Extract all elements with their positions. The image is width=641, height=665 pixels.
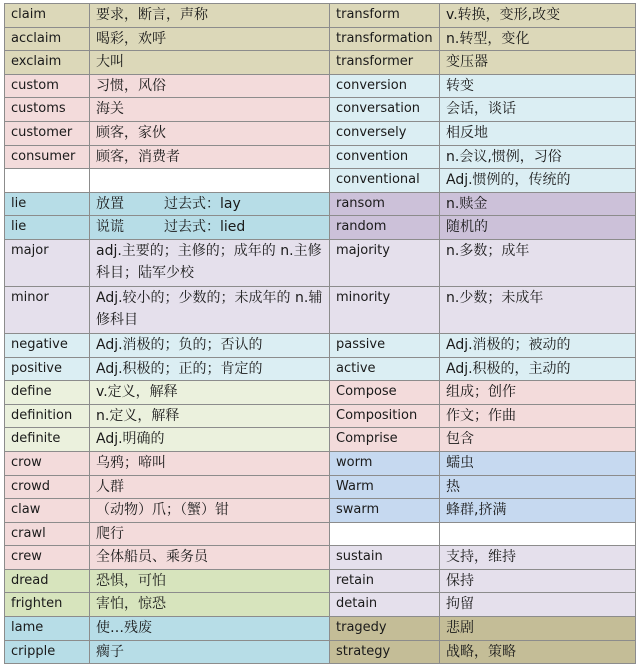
- right-word-cell-text: active: [336, 360, 376, 376]
- left-meaning-cell: [90, 451, 330, 475]
- left-meaning-cell-text: 要求，断言，声称: [96, 7, 208, 23]
- right-word-cell-text: conventional: [336, 172, 420, 188]
- left-meaning-cell: [90, 617, 330, 641]
- right-meaning-cell-text: 相反地: [446, 124, 488, 141]
- table-row: [5, 522, 636, 546]
- right-word-cell: [330, 640, 440, 664]
- right-meaning-cell-text: 热: [446, 478, 460, 495]
- right-meaning-cell-text: Adj.消极的；被动的: [446, 336, 571, 353]
- left-word-cell-text: minor: [11, 289, 49, 305]
- past-tense-text: 过去式：lay: [164, 195, 241, 212]
- right-meaning-cell-text: 拘留: [446, 596, 474, 613]
- right-word-cell-text: minority: [336, 289, 391, 305]
- left-word-cell-text: major: [11, 242, 49, 258]
- left-meaning-cell: [90, 145, 330, 169]
- right-meaning-cell: [440, 4, 636, 28]
- right-word-cell: [330, 499, 440, 523]
- right-word-cell-text: conversion: [336, 77, 407, 93]
- left-word-cell-text: custom: [11, 77, 59, 93]
- right-meaning-cell-text: n.赎金: [446, 195, 488, 212]
- right-meaning-cell: [440, 192, 636, 216]
- right-meaning-cell: [440, 121, 636, 145]
- right-word-cell: [330, 593, 440, 617]
- left-word-cell: [5, 617, 90, 641]
- right-meaning-cell: [440, 617, 636, 641]
- left-meaning-cell-text: 使…残废: [96, 620, 152, 637]
- left-meaning-cell-text: 乌鸦；啼叫: [96, 454, 166, 471]
- table-row: [5, 74, 636, 98]
- left-word-cell: [5, 640, 90, 664]
- left-word-cell: [5, 145, 90, 169]
- right-meaning-cell-text: Adj.惯例的，传统的: [446, 172, 571, 189]
- left-meaning-cell: [90, 640, 330, 664]
- left-word-cell-text: crowd: [11, 478, 51, 494]
- left-word-cell-text: claw: [11, 502, 41, 518]
- right-meaning-cell: [440, 404, 636, 428]
- table-row: [5, 51, 636, 75]
- left-meaning-cell: [90, 593, 330, 617]
- table-row: [5, 169, 636, 193]
- right-meaning-cell-text: 随机的: [446, 219, 488, 236]
- left-word-cell-text: acclaim: [11, 30, 62, 46]
- left-meaning-cell: [90, 569, 330, 593]
- left-meaning-cell: [90, 522, 330, 546]
- left-word-cell: [5, 404, 90, 428]
- right-meaning-cell-text: 保持: [446, 572, 474, 589]
- left-meaning-cell: [90, 286, 330, 333]
- left-word-cell-text: definite: [11, 431, 61, 447]
- right-meaning-cell-text: 蠕虫: [446, 454, 474, 471]
- right-word-cell: [330, 192, 440, 216]
- left-meaning-cell-text: Adj.较小的；少数的；未成年的 n.辅修科目: [96, 289, 323, 328]
- right-meaning-cell-text: v.转换，变形,改变: [446, 7, 561, 23]
- left-word-cell: [5, 216, 90, 240]
- right-word-cell-text: Comprise: [336, 431, 398, 447]
- right-word-cell: [330, 522, 440, 546]
- right-word-cell: [330, 121, 440, 145]
- table-row: [5, 546, 636, 570]
- right-meaning-cell: [440, 428, 636, 452]
- right-meaning-cell-text: 支持，维持: [446, 549, 516, 566]
- right-meaning-cell: [440, 522, 636, 546]
- left-word-cell: [5, 522, 90, 546]
- right-meaning-cell: [440, 499, 636, 523]
- left-meaning-cell: [90, 192, 330, 216]
- right-meaning-cell: [440, 569, 636, 593]
- left-meaning-cell-text: v.定义，解释: [96, 384, 178, 401]
- left-word-cell: [5, 51, 90, 75]
- right-word-cell: [330, 4, 440, 28]
- right-meaning-cell: [440, 475, 636, 499]
- right-meaning-cell: [440, 27, 636, 51]
- right-word-cell-text: worm: [336, 454, 373, 470]
- table-row: [5, 121, 636, 145]
- right-word-cell: [330, 451, 440, 475]
- right-meaning-cell-text: n.转型，变化: [446, 30, 530, 47]
- vocabulary-table-body: [5, 4, 636, 664]
- right-word-cell-text: retain: [336, 572, 374, 588]
- right-word-cell: [330, 428, 440, 452]
- left-meaning-cell-text: 人群: [96, 478, 124, 495]
- right-word-cell-text: majority: [336, 242, 390, 258]
- right-word-cell: [330, 239, 440, 286]
- left-word-cell: [5, 74, 90, 98]
- left-word-cell-text: crawl: [11, 525, 46, 541]
- table-row: [5, 286, 636, 333]
- left-word-cell: [5, 4, 90, 28]
- left-word-cell-text: negative: [11, 336, 68, 352]
- left-meaning-cell: [90, 98, 330, 122]
- left-word-cell-text: customer: [11, 124, 73, 140]
- left-word-cell-text: claim: [11, 7, 47, 22]
- left-meaning-cell: [90, 216, 330, 240]
- left-word-cell: [5, 428, 90, 452]
- right-word-cell: [330, 381, 440, 405]
- right-word-cell: [330, 51, 440, 75]
- right-word-cell-text: swarm: [336, 502, 380, 518]
- left-word-cell: [5, 499, 90, 523]
- vocabulary-table: [4, 3, 636, 664]
- table-row: [5, 4, 636, 28]
- right-word-cell: [330, 333, 440, 357]
- table-row: [5, 593, 636, 617]
- table-row: [5, 499, 636, 523]
- table-row: [5, 617, 636, 641]
- left-meaning-cell-text: 顾客，消费者: [96, 148, 180, 165]
- table-row: [5, 333, 636, 357]
- left-word-cell: [5, 546, 90, 570]
- right-meaning-cell: [440, 381, 636, 405]
- left-meaning-cell: [90, 121, 330, 145]
- right-word-cell-text: detain: [336, 596, 378, 612]
- right-meaning-cell-text: Adj.积极的，主动的: [446, 360, 571, 377]
- left-meaning-cell: [90, 27, 330, 51]
- left-word-cell-text: lie: [11, 219, 27, 235]
- left-meaning-cell-text: 瘸子: [96, 643, 124, 660]
- table-row: [5, 357, 636, 381]
- left-meaning-cell: [90, 475, 330, 499]
- right-meaning-cell-text: n.少数；未成年: [446, 289, 544, 306]
- left-word-cell-text: define: [11, 384, 52, 400]
- left-meaning-cell: [90, 381, 330, 405]
- left-word-cell: [5, 169, 90, 193]
- left-meaning-cell: [90, 357, 330, 381]
- right-word-cell-text: strategy: [336, 643, 391, 659]
- right-word-cell-text: random: [336, 219, 387, 235]
- right-meaning-cell: [440, 74, 636, 98]
- left-meaning-cell-text: Adj.明确的: [96, 431, 165, 448]
- left-word-cell: [5, 381, 90, 405]
- left-meaning-cell-text: 爬行: [96, 525, 124, 542]
- right-meaning-cell-text: 包含: [446, 431, 474, 448]
- right-meaning-cell-text: 悲剧: [446, 620, 474, 637]
- table-row: [5, 475, 636, 499]
- left-word-cell-text: exclaim: [11, 54, 62, 70]
- right-word-cell: [330, 169, 440, 193]
- left-meaning-cell-text: 全体船员、乘务员: [96, 549, 208, 566]
- right-word-cell: [330, 546, 440, 570]
- left-meaning-cell-text: Adj.积极的；正的；肯定的: [96, 360, 263, 377]
- right-word-cell-text: Composition: [336, 407, 418, 423]
- right-meaning-cell: [440, 451, 636, 475]
- right-word-cell-text: transformer: [336, 54, 414, 70]
- left-word-cell-text: crow: [11, 454, 42, 470]
- left-meaning-cell-text: 大叫: [96, 54, 124, 71]
- left-word-cell: [5, 475, 90, 499]
- left-meaning-cell-text: Adj.消极的；负的；否认的: [96, 336, 263, 353]
- left-word-cell: [5, 192, 90, 216]
- table-row: [5, 239, 636, 286]
- right-word-cell-text: transformation: [336, 30, 433, 46]
- left-meaning-cell-text: 喝彩，欢呼: [96, 30, 166, 47]
- left-meaning-cell-text: adj.主要的；主修的；成年的 n.主修科目；陆军少校: [96, 242, 322, 281]
- table-row: [5, 569, 636, 593]
- left-meaning-cell: [90, 74, 330, 98]
- right-word-cell: [330, 404, 440, 428]
- right-meaning-cell: [440, 216, 636, 240]
- left-word-cell: [5, 286, 90, 333]
- right-word-cell-text: transform: [336, 7, 400, 22]
- left-word-cell: [5, 333, 90, 357]
- left-meaning-cell-text: n.定义，解释: [96, 407, 180, 424]
- right-meaning-cell-text: 组成；创作: [446, 384, 516, 401]
- left-word-cell-text: dread: [11, 572, 49, 588]
- right-word-cell-text: convention: [336, 148, 409, 164]
- right-meaning-cell-text: n.多数；成年: [446, 242, 530, 259]
- right-word-cell: [330, 617, 440, 641]
- table-row: [5, 145, 636, 169]
- table-row: [5, 192, 636, 216]
- left-meaning-cell: [90, 4, 330, 28]
- left-word-cell: [5, 239, 90, 286]
- left-meaning-cell-text: 顾客，家伙: [96, 124, 166, 141]
- right-meaning-cell: [440, 333, 636, 357]
- left-word-cell: [5, 98, 90, 122]
- left-word-cell-text: lie: [11, 195, 27, 211]
- right-word-cell-text: tragedy: [336, 620, 387, 636]
- left-word-cell-text: cripple: [11, 643, 56, 659]
- right-word-cell: [330, 27, 440, 51]
- left-meaning-cell-text: 放置: [96, 195, 124, 212]
- left-word-cell: [5, 593, 90, 617]
- right-word-cell-text: Compose: [336, 384, 397, 400]
- table-row: [5, 27, 636, 51]
- right-word-cell-text: passive: [336, 336, 386, 352]
- left-meaning-cell: [90, 333, 330, 357]
- right-meaning-cell-text: 作文；作曲: [446, 407, 516, 424]
- right-meaning-cell-text: 会话，谈话: [446, 101, 516, 118]
- table-row: [5, 451, 636, 475]
- right-meaning-cell-text: 变压器: [446, 54, 488, 71]
- right-word-cell: [330, 145, 440, 169]
- right-meaning-cell: [440, 593, 636, 617]
- right-word-cell-text: sustain: [336, 549, 383, 565]
- right-word-cell: [330, 74, 440, 98]
- right-meaning-cell: [440, 357, 636, 381]
- right-word-cell-text: Warm: [336, 478, 374, 494]
- left-meaning-cell: [90, 546, 330, 570]
- left-word-cell: [5, 27, 90, 51]
- left-word-cell-text: crew: [11, 549, 42, 565]
- right-meaning-cell: [440, 51, 636, 75]
- table-row: [5, 640, 636, 664]
- right-word-cell-text: conversation: [336, 101, 421, 117]
- left-meaning-cell-text: 恐惧，可怕: [96, 572, 166, 589]
- right-meaning-cell: [440, 239, 636, 286]
- right-meaning-cell-text: 转变: [446, 77, 474, 94]
- left-word-cell-text: lame: [11, 620, 44, 636]
- right-meaning-cell: [440, 546, 636, 570]
- right-meaning-cell-text: 战略，策略: [446, 643, 516, 660]
- right-meaning-cell-text: 蜂群,挤满: [446, 502, 507, 519]
- table-row: [5, 428, 636, 452]
- right-meaning-cell: [440, 145, 636, 169]
- right-meaning-cell-text: n.会议,惯例，习俗: [446, 148, 562, 165]
- past-tense-text: 过去式：lied: [164, 219, 246, 236]
- left-word-cell-text: frighten: [11, 596, 63, 612]
- right-word-cell: [330, 357, 440, 381]
- left-word-cell: [5, 569, 90, 593]
- left-meaning-cell-text: 说谎: [96, 219, 124, 236]
- right-word-cell: [330, 286, 440, 333]
- left-meaning-cell: [90, 169, 330, 193]
- right-meaning-cell: [440, 286, 636, 333]
- right-meaning-cell: [440, 169, 636, 193]
- left-word-cell-text: positive: [11, 360, 62, 376]
- left-word-cell: [5, 357, 90, 381]
- left-meaning-cell-text: （动物）爪；（蟹）钳: [96, 502, 229, 519]
- right-word-cell: [330, 569, 440, 593]
- right-meaning-cell: [440, 640, 636, 664]
- right-meaning-cell: [440, 98, 636, 122]
- left-meaning-cell: [90, 239, 330, 286]
- left-meaning-cell: [90, 428, 330, 452]
- left-word-cell-text: consumer: [11, 148, 76, 164]
- table-row: [5, 404, 636, 428]
- right-word-cell-text: conversely: [336, 124, 407, 140]
- left-meaning-cell: [90, 404, 330, 428]
- left-word-cell-text: definition: [11, 407, 73, 423]
- left-meaning-cell: [90, 51, 330, 75]
- right-word-cell: [330, 475, 440, 499]
- left-meaning-cell-text: 习惯，风俗: [96, 77, 166, 94]
- left-word-cell: [5, 121, 90, 145]
- right-word-cell-text: ransom: [336, 195, 385, 211]
- right-word-cell: [330, 216, 440, 240]
- left-word-cell: [5, 451, 90, 475]
- left-word-cell-text: customs: [11, 101, 66, 117]
- table-row: [5, 381, 636, 405]
- table-row: [5, 216, 636, 240]
- right-word-cell: [330, 98, 440, 122]
- left-meaning-cell-text: 海关: [96, 101, 124, 118]
- left-meaning-cell: [90, 499, 330, 523]
- table-row: [5, 98, 636, 122]
- left-meaning-cell-text: 害怕，惊恐: [96, 596, 166, 613]
